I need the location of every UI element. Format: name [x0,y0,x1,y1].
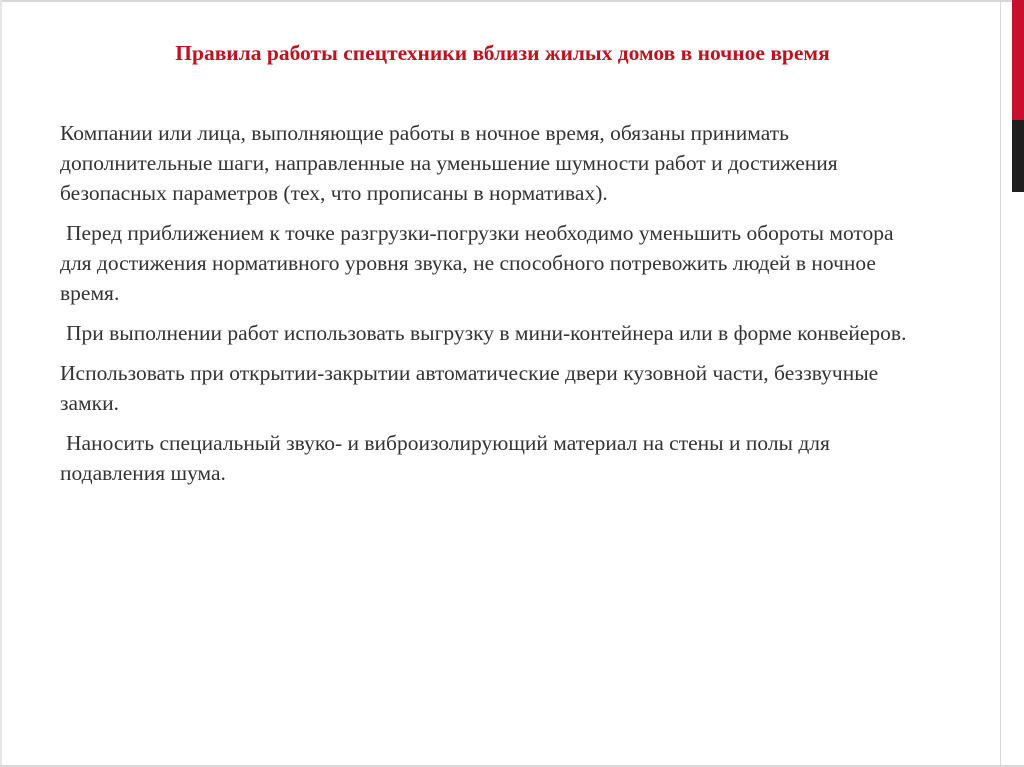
slide-body [60,118,920,498]
right-frame-line [1000,0,1001,767]
slide-top-border [0,0,1024,2]
body-paragraph-5: Наносить специальный звуко- и виброизолирующий материал на стены и полы для подавления шума. [60,431,830,485]
slide-title: Правила работы спецтехники вблизи жилых домов в ночное время [175,41,830,65]
body-paragraph-1: Компании или лица, выполняющие работы в ночное время, обязаны принимать дополнительные шаги, направленные на уменьшение шумности работ и достижения безопасных параметров (тех, что прописаны в нормативах). [60,121,838,205]
dark-accent-bar [1012,120,1024,192]
body-paragraph-2: Перед приближением к точке разгрузки-погрузки необходимо уменьшить обороты мотора для достижения нормативного уровня звука, не способного потревожить людей в ночное время. [60,221,894,305]
red-accent-bar [1012,0,1024,120]
body-paragraph-4: Использовать при открытии-закрытии автоматические двери кузовной части, беззвучные замки. [60,361,879,415]
body-paragraph-3: При выполнении работ использовать выгрузку в мини-контейнера или в форме конвейеров. [66,321,907,345]
slide-left-border [0,0,2,767]
